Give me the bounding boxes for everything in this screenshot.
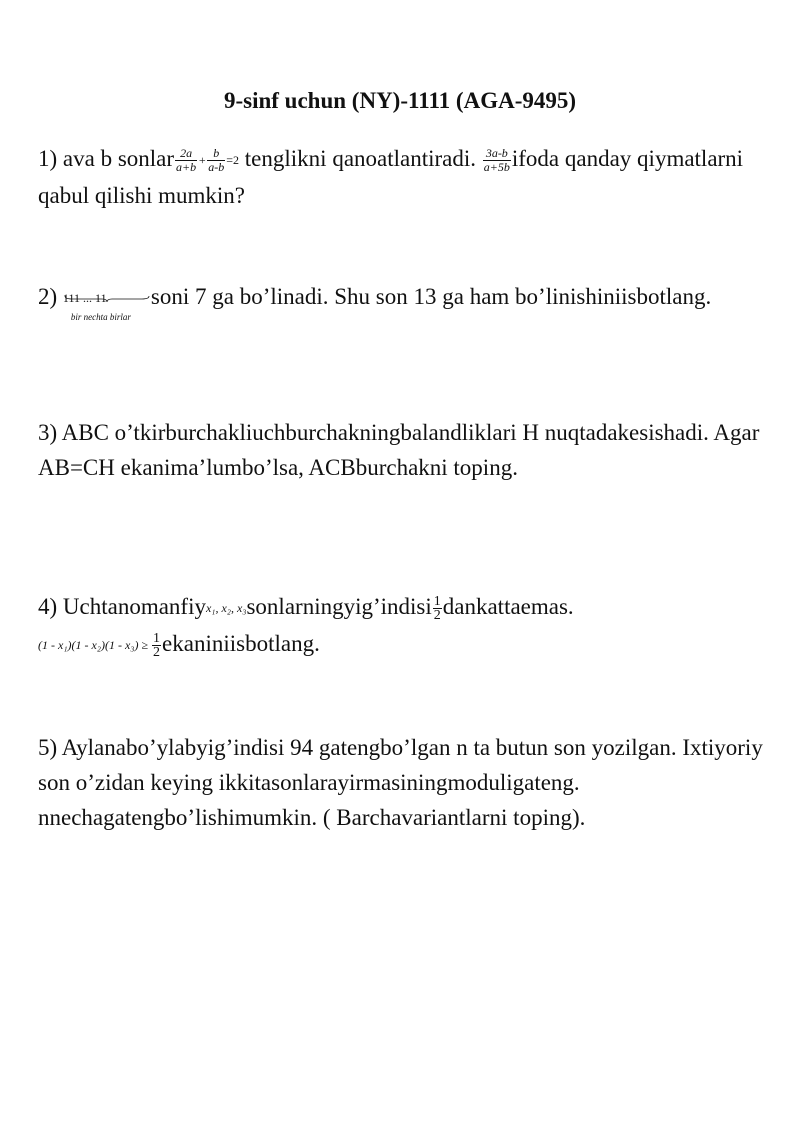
fraction-2a-over-a-plus-b: $\frac{2a}{a+b}$ [176, 146, 197, 175]
page-title: 9-sinf uchun (NY)-1111 (AGA-9495) [223, 88, 577, 113]
problem-4-text-d: ekaniniisbotlang. [162, 631, 320, 657]
repeated-ones: 111 ... 11 [62, 290, 107, 305]
plus-sign: + [198, 153, 207, 168]
problem-1-text-a: 1) ava b sonlar [38, 146, 175, 171]
variables-x1-x2-x3: x₁, x₂, x₃ [205, 601, 247, 616]
fraction-b-over-a-minus-b: $\frac{b}{a-b}$ [208, 146, 225, 175]
equals-two: =2 [226, 153, 240, 168]
problem-4-text-b: sonlarningyig’indisi [246, 594, 432, 619]
inequality-expression: (1 - x₁)(1 - x₂)(1 - x₃) ≥ [38, 638, 152, 653]
fraction-one-half-2: $\frac{1}{2}$ [153, 631, 161, 661]
problem-2-text: soni 7 ga bo’linadi. Shu son 13 ga ham bo’linishiniisbotlang. [150, 284, 712, 309]
problem-4 [38, 589, 768, 663]
problem-4-text-c: dankattaemas. [442, 594, 574, 619]
problem-1-text-c: ifoda qanday qiymatlarni qabul qilishi mumkin? [38, 146, 744, 209]
ones-underbrace [62, 281, 151, 322]
problem-1-text-b: tenglikni qanoatlantiradi. [239, 146, 482, 171]
fraction-3a-minus-b-over-a-plus-5b: $\frac{3a-b}{a+5b}$ [483, 146, 510, 175]
brace-caption: bir nechta birlar [70, 311, 131, 322]
problem-2-number: 2) [38, 284, 63, 309]
problem-1 [38, 141, 768, 213]
fraction-one-half: $\frac{1}{2}$ [433, 594, 441, 624]
problem-3: 3) ABC o’tkirburchakliuchburchakningbalandliklari H nuqtadakesishadi. Agar AB=CH ekanima’lumbo’lsa, ACBburchakni toping. [38, 420, 760, 480]
problem-2 [38, 279, 768, 322]
problem-4-text-a: 4) Uchtanomanfiy [38, 594, 206, 619]
problem-5: 5) Aylanabo’ylabyig’indisi 94 gatengbo’lgan n ta butun son yozilgan. Ixtiyoriy son o’zidan keying ikkitasonlarayirmasiningmoduligateng. nnechagatengbo’lishimumkin. ( Barchavariantlarni toping). [38, 735, 763, 830]
